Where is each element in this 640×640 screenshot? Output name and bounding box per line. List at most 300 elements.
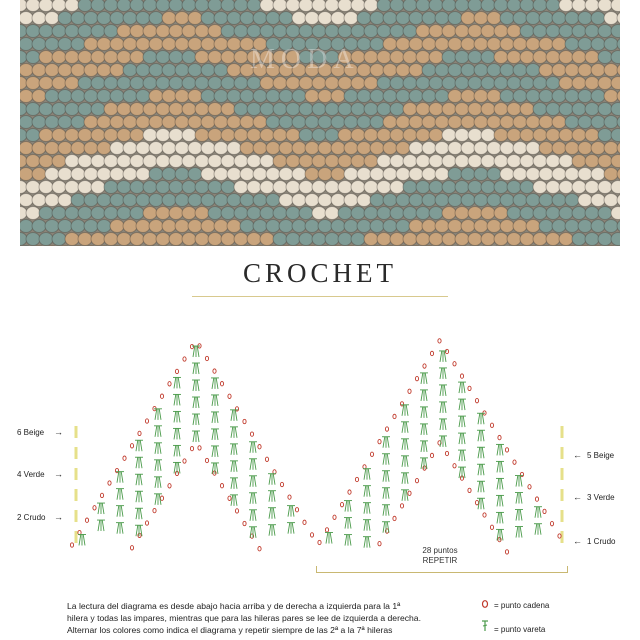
yarn-stitch (227, 142, 241, 155)
yarn-stitch (578, 90, 592, 103)
yarn-stitch (143, 103, 157, 116)
yarn-stitch (201, 116, 215, 129)
chain-stitch (160, 394, 163, 398)
yarn-stitch (169, 0, 183, 12)
yarn-stitch (513, 90, 527, 103)
yarn-stitch (312, 77, 326, 90)
yarn-stitch (123, 38, 137, 51)
yarn-stitch (214, 142, 228, 155)
yarn-stitch (253, 116, 267, 129)
yarn-stitch (487, 12, 501, 25)
yarn-stitch (416, 155, 430, 168)
double-crochet-stitch (174, 445, 176, 456)
chain-stitch (258, 547, 261, 551)
yarn-stitch (26, 129, 40, 142)
chain-stitch (138, 533, 141, 537)
chain-stitch (400, 504, 403, 508)
chain-stitch (348, 490, 351, 494)
yarn-stitch (149, 142, 163, 155)
double-crochet-stitch (197, 414, 199, 425)
yarn-stitch (552, 194, 566, 207)
yarn-stitch (208, 77, 222, 90)
crochet-fabric-image (20, 0, 620, 246)
yarn-stitch (286, 129, 300, 142)
yarn-stitch (188, 64, 202, 77)
yarn-stitch (377, 181, 391, 194)
chain-stitch (168, 484, 171, 488)
row-label-right-3: 1 Crudo (587, 537, 616, 546)
double-crochet-stitch (117, 489, 119, 500)
yarn-stitch (169, 207, 183, 220)
yarn-stitch (195, 155, 209, 168)
yarn-stitch (247, 155, 261, 168)
double-crochet-stitch (349, 518, 351, 529)
yarn-stitch (578, 12, 592, 25)
yarn-stitch (78, 103, 92, 116)
double-crochet-stitch (197, 363, 199, 374)
yarn-stitch (357, 12, 371, 25)
yarn-stitch (435, 142, 449, 155)
yarn-stitch (598, 103, 612, 116)
yarn-stitch (396, 12, 410, 25)
yarn-stitch (507, 0, 521, 12)
yarn-stitch (409, 38, 423, 51)
yarn-stitch (247, 77, 261, 90)
arrow-left-icon: ← (573, 492, 582, 502)
yarn-stitch (565, 90, 579, 103)
yarn-stitch (299, 233, 313, 246)
yarn-stitch (338, 155, 352, 168)
yarn-stitch (78, 233, 92, 246)
yarn-stitch (591, 64, 605, 77)
yarn-stitch (318, 116, 332, 129)
yarn-stitch (552, 38, 566, 51)
yarn-stitch (286, 181, 300, 194)
yarn-stitch (513, 116, 527, 129)
yarn-stitch (578, 38, 592, 51)
yarn-stitch (409, 116, 423, 129)
yarn-stitch (513, 168, 527, 181)
yarn-stitch (448, 90, 462, 103)
yarn-stitch (123, 90, 137, 103)
yarn-stitch (234, 25, 248, 38)
double-crochet-stitch (140, 474, 142, 485)
yarn-stitch (474, 220, 488, 233)
yarn-stitch (526, 90, 540, 103)
yarn-stitch (403, 25, 417, 38)
double-crochet-stitch (231, 461, 233, 472)
yarn-stitch (162, 64, 176, 77)
yarn-stitch (253, 220, 267, 233)
double-crochet-stitch (383, 454, 385, 465)
yarn-stitch (364, 51, 378, 64)
double-crochet-stitch (254, 493, 256, 504)
yarn-stitch (117, 233, 131, 246)
double-crochet-stitch (193, 363, 195, 374)
yarn-stitch (136, 12, 150, 25)
yarn-stitch (20, 64, 33, 77)
yarn-stitch (370, 194, 384, 207)
chain-stitch (160, 496, 163, 500)
chain-stitch (453, 464, 456, 468)
chain-stitch (528, 485, 531, 489)
yarn-stitch (520, 181, 534, 194)
yarn-stitch (266, 220, 280, 233)
yarn-stitch (58, 90, 72, 103)
yarn-stitch (585, 181, 599, 194)
yarn-stitch (383, 64, 397, 77)
chain-stitch (288, 495, 291, 499)
yarn-stitch (130, 0, 144, 12)
yarn-stitch (455, 51, 469, 64)
yarn-stitch (468, 0, 482, 12)
yarn-stitch (533, 207, 547, 220)
double-crochet-stitch (121, 523, 123, 534)
yarn-stitch (507, 181, 521, 194)
yarn-stitch (240, 12, 254, 25)
yarn-stitch (390, 181, 404, 194)
double-crochet-stitch (254, 510, 256, 521)
yarn-stitch (435, 168, 449, 181)
double-crochet-stitch (402, 422, 404, 433)
yarn-stitch (572, 0, 586, 12)
yarn-stitch (357, 90, 371, 103)
yarn-stitch (396, 142, 410, 155)
yarn-stitch (156, 103, 170, 116)
yarn-stitch (20, 142, 33, 155)
yarn-stitch (351, 25, 365, 38)
yarn-stitch (474, 168, 488, 181)
yarn-stitch (71, 90, 85, 103)
yarn-stitch (325, 25, 339, 38)
yarn-stitch (292, 220, 306, 233)
chain-stitch (498, 537, 501, 541)
yarn-stitch (526, 38, 540, 51)
yarn-stitch (130, 155, 144, 168)
yarn-stitch (598, 77, 612, 90)
double-crochet-stitch (273, 474, 275, 485)
yarn-stitch (403, 129, 417, 142)
yarn-stitch (500, 220, 514, 233)
yarn-stitch (546, 181, 560, 194)
yarn-stitch (455, 0, 469, 12)
double-crochet-stitch (368, 486, 370, 497)
yarn-stitch (338, 233, 352, 246)
yarn-stitch (364, 0, 378, 12)
double-crochet-stitch (463, 450, 465, 461)
yarn-stitch (468, 51, 482, 64)
double-crochet-stitch (383, 471, 385, 482)
yarn-stitch (598, 181, 612, 194)
chain-stitch (550, 521, 553, 525)
double-crochet-stitch (501, 512, 503, 523)
yarn-stitch (520, 103, 534, 116)
double-crochet-stitch (368, 537, 370, 548)
double-crochet-stitch (482, 498, 484, 509)
yarn-stitch (182, 155, 196, 168)
double-crochet-stitch (406, 473, 408, 484)
double-crochet-stitch (273, 508, 275, 519)
yarn-stitch (273, 233, 287, 246)
double-crochet-stitch (292, 523, 294, 534)
yarn-stitch (175, 38, 189, 51)
yarn-stitch (481, 207, 495, 220)
chain-stitch (460, 374, 463, 378)
yarn-stitch (32, 90, 46, 103)
yarn-stitch (572, 77, 586, 90)
yarn-stitch (377, 207, 391, 220)
yarn-stitch (383, 194, 397, 207)
yarn-stitch (591, 38, 605, 51)
yarn-stitch (45, 90, 59, 103)
yarn-stitch (351, 233, 365, 246)
double-crochet-stitch (136, 508, 138, 519)
yarn-stitch (429, 233, 443, 246)
yarn-stitch (221, 0, 235, 12)
yarn-stitch (299, 207, 313, 220)
yarn-stitch (188, 142, 202, 155)
yarn-stitch (565, 220, 579, 233)
chain-stitch (145, 521, 148, 525)
yarn-stitch (169, 25, 183, 38)
yarn-stitch (97, 168, 111, 181)
double-crochet-stitch (425, 407, 427, 418)
yarn-stitch (214, 12, 228, 25)
yarn-stitch (117, 129, 131, 142)
double-crochet-stitch (250, 493, 252, 504)
chain-stitch (228, 496, 231, 500)
yarn-stitch (104, 25, 118, 38)
double-crochet-stitch (231, 478, 233, 489)
double-crochet-stitch (520, 510, 522, 521)
yarn-stitch (611, 103, 620, 116)
yarn-stitch (416, 103, 430, 116)
double-crochet-stitch (421, 407, 423, 418)
yarn-stitch (338, 103, 352, 116)
chain-stitch (190, 446, 193, 450)
yarn-stitch (65, 181, 79, 194)
double-crochet-stitch (155, 426, 157, 437)
yarn-stitch (279, 194, 293, 207)
yarn-stitch (149, 90, 163, 103)
yarn-stitch (162, 38, 176, 51)
yarn-stitch (91, 129, 105, 142)
yarn-stitch (156, 25, 170, 38)
yarn-stitch (221, 129, 235, 142)
yarn-stitch (539, 12, 553, 25)
yarn-stitch (201, 64, 215, 77)
yarn-stitch (539, 220, 553, 233)
yarn-stitch (305, 90, 319, 103)
repeat-bracket (316, 566, 568, 573)
yarn-stitch (409, 142, 423, 155)
double-crochet-stitch (535, 507, 537, 518)
double-crochet-stitch (254, 527, 256, 538)
double-crochet-stitch (440, 402, 442, 413)
yarn-stitch (344, 220, 358, 233)
yarn-stitch (279, 116, 293, 129)
yarn-stitch (20, 12, 33, 25)
yarn-stitch (318, 12, 332, 25)
yarn-stitch (559, 51, 573, 64)
double-crochet-stitch (174, 394, 176, 405)
yarn-stitch (403, 233, 417, 246)
yarn-stitch (247, 207, 261, 220)
yarn-stitch (318, 168, 332, 181)
yarn-stitch (364, 129, 378, 142)
yarn-stitch (39, 103, 53, 116)
legend-label: = punto vareta (494, 625, 546, 634)
double-crochet-stitch (421, 390, 423, 401)
yarn-stitch (318, 220, 332, 233)
yarn-stitch (136, 90, 150, 103)
yarn-stitch (65, 129, 79, 142)
yarn-stitch (325, 0, 339, 12)
yarn-stitch (422, 90, 436, 103)
yarn-stitch (162, 168, 176, 181)
yarn-stitch (520, 77, 534, 90)
chain-stitch (415, 376, 418, 380)
yarn-stitch (474, 90, 488, 103)
yarn-stitch (344, 12, 358, 25)
yarn-stitch (260, 77, 274, 90)
yarn-stitch (39, 51, 53, 64)
double-crochet-stitch (463, 416, 465, 427)
yarn-stitch (533, 233, 547, 246)
yarn-stitch (448, 116, 462, 129)
double-crochet-stitch (102, 503, 104, 514)
yarn-stitch (104, 0, 118, 12)
double-crochet-stitch (235, 427, 237, 438)
yarn-stitch (97, 142, 111, 155)
double-crochet-stitch (121, 489, 123, 500)
yarn-stitch (396, 220, 410, 233)
yarn-stitch (227, 168, 241, 181)
yarn-stitch (266, 90, 280, 103)
yarn-stitch (292, 168, 306, 181)
yarn-stitch (32, 194, 46, 207)
yarn-stitch (403, 155, 417, 168)
yarn-stitch (461, 168, 475, 181)
yarn-stitch (474, 116, 488, 129)
yarn-stitch (208, 103, 222, 116)
yarn-stitch (52, 129, 66, 142)
yarn-stitch (123, 116, 137, 129)
yarn-stitch (201, 194, 215, 207)
yarn-stitch (253, 90, 267, 103)
yarn-stitch (552, 142, 566, 155)
yarn-stitch (468, 129, 482, 142)
double-crochet-stitch (349, 501, 351, 512)
double-crochet-stitch (269, 525, 271, 536)
yarn-stitch (52, 155, 66, 168)
yarn-stitch (91, 51, 105, 64)
yarn-stitch (429, 155, 443, 168)
yarn-stitch (52, 233, 66, 246)
yarn-stitch (351, 207, 365, 220)
yarn-stitch (474, 194, 488, 207)
yarn-stitch (195, 233, 209, 246)
yarn-stitch (598, 155, 612, 168)
crochet-photo (20, 0, 620, 246)
yarn-stitch (468, 103, 482, 116)
chain-stitch (183, 357, 186, 361)
double-crochet-stitch (421, 373, 423, 384)
yarn-stitch (182, 25, 196, 38)
yarn-stitch (305, 142, 319, 155)
chain-stitch (108, 481, 111, 485)
chain-stitch (513, 460, 516, 464)
yarn-stitch (286, 0, 300, 12)
double-crochet-stitch (216, 446, 218, 457)
yarn-stitch (481, 103, 495, 116)
yarn-stitch (357, 142, 371, 155)
yarn-stitch (559, 103, 573, 116)
double-crochet-stitch (444, 402, 446, 413)
yarn-stitch (500, 12, 514, 25)
chain-stitch (265, 457, 268, 461)
yarn-stitch (20, 116, 33, 129)
double-crochet-stitch (516, 510, 518, 521)
yarn-stitch (39, 233, 53, 246)
double-crochet-stitch (136, 440, 138, 451)
yarn-stitch (325, 207, 339, 220)
yarn-stitch (156, 181, 170, 194)
yarn-stitch (559, 207, 573, 220)
yarn-stitch (240, 90, 254, 103)
yarn-stitch (331, 168, 345, 181)
yarn-stitch (84, 38, 98, 51)
chain-stitch (438, 339, 441, 343)
yarn-stitch (487, 168, 501, 181)
yarn-stitch (221, 51, 235, 64)
yarn-stitch (403, 51, 417, 64)
double-crochet-stitch (121, 506, 123, 517)
yarn-stitch (357, 168, 371, 181)
yarn-stitch (364, 77, 378, 90)
yarn-stitch (39, 181, 53, 194)
double-crochet-stitch (212, 412, 214, 423)
double-crochet-stitch (516, 493, 518, 504)
yarn-stitch (513, 38, 527, 51)
yarn-stitch (377, 103, 391, 116)
yarn-stitch (97, 116, 111, 129)
yarn-stitch (227, 220, 241, 233)
yarn-stitch (507, 155, 521, 168)
chain-stitch (340, 502, 343, 506)
yarn-stitch (565, 168, 579, 181)
yarn-stitch (71, 168, 85, 181)
yarn-stitch (39, 77, 53, 90)
yarn-stitch (169, 77, 183, 90)
yarn-stitch (188, 194, 202, 207)
double-crochet-stitch (368, 520, 370, 531)
yarn-stitch (208, 25, 222, 38)
repeat-label: REPETIR (422, 556, 458, 565)
chain-stitch (378, 439, 381, 443)
yarn-stitch (71, 116, 85, 129)
yarn-stitch (227, 194, 241, 207)
yarn-stitch (357, 116, 371, 129)
double-crochet-stitch (235, 495, 237, 506)
double-crochet-icon (480, 620, 490, 634)
yarn-stitch (26, 77, 40, 90)
yarn-stitch (416, 129, 430, 142)
yarn-stitch (117, 207, 131, 220)
yarn-stitch (559, 0, 573, 12)
yarn-stitch (591, 194, 605, 207)
yarn-stitch (455, 207, 469, 220)
